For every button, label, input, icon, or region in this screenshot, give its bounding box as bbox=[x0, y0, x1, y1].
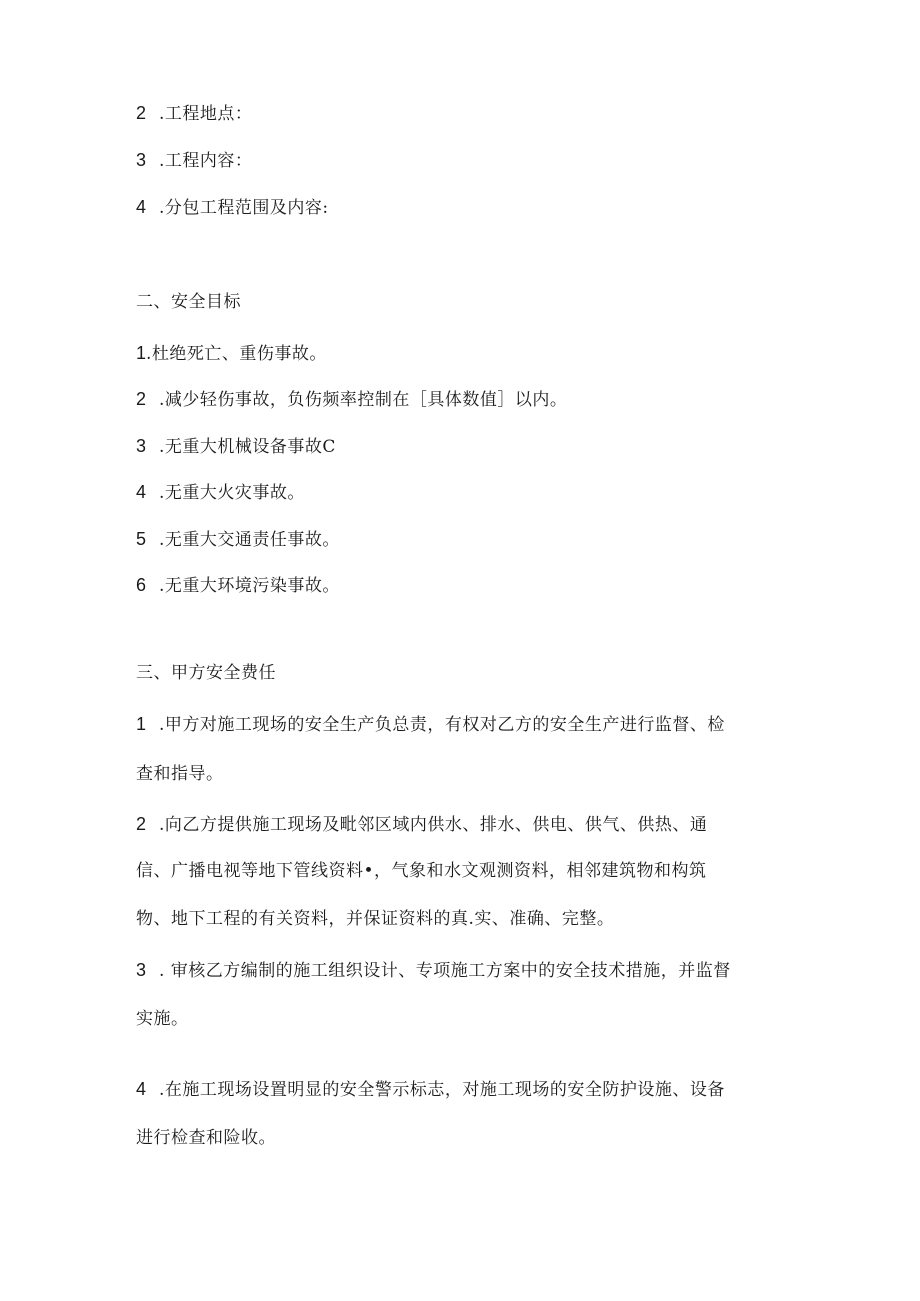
item-number: 4 bbox=[136, 1079, 147, 1099]
item-text: .无重大环境污染事故。 bbox=[159, 576, 340, 596]
item-number: 4 bbox=[136, 197, 147, 217]
item-text: 信、广播电视等地下管线资料•，气象和水文观测资料，相邻建筑物和构筑 bbox=[136, 861, 707, 881]
list-item-continuation bbox=[136, 1007, 189, 1031]
section-heading: 二、安全目标 bbox=[136, 292, 241, 312]
item-text: .工程内容： bbox=[159, 151, 253, 171]
list-item-continuation bbox=[136, 859, 707, 883]
item-text: .无重大火灾事故。 bbox=[159, 483, 305, 503]
item-number: 5 bbox=[136, 529, 147, 549]
item-number: 2 bbox=[136, 389, 147, 409]
list-item bbox=[136, 101, 252, 126]
item-text: .在施工现场设置明显的安全警示标志，对施工现场的安全防护设施、设备 bbox=[159, 1080, 725, 1100]
item-text: 进行检查和险收。 bbox=[136, 1128, 276, 1148]
item-number: 2 bbox=[136, 103, 147, 123]
item-number: 3 bbox=[136, 150, 147, 170]
item-text: .甲方对施工现场的安全生产负总责，有权对乙方的安全生产进行监督、检 bbox=[159, 715, 725, 735]
list-item bbox=[136, 434, 336, 459]
item-text: 物、地下工程的有关资料，并保证资料的真.实、准确、完整。 bbox=[136, 909, 615, 929]
list-item-continuation bbox=[136, 1126, 276, 1150]
item-text: .向乙方提供施工现场及毗邻区域内供水、排水、供电、供气、供热、通 bbox=[159, 815, 708, 835]
list-item-continuation bbox=[136, 907, 614, 931]
item-text: 查和指导。 bbox=[136, 764, 224, 784]
item-text: .分包工程范围及内容: bbox=[159, 198, 329, 218]
item-text: .杜绝死亡、重伤事故。 bbox=[146, 344, 327, 364]
list-item bbox=[136, 1077, 725, 1102]
list-item bbox=[136, 573, 340, 598]
list-item bbox=[136, 812, 707, 837]
list-item-continuation bbox=[136, 762, 224, 786]
list-item bbox=[136, 148, 252, 173]
list-item bbox=[136, 195, 329, 220]
section-heading: 三、甲方安全费任 bbox=[136, 663, 276, 683]
item-text: 实施。 bbox=[136, 1009, 189, 1029]
item-number: 2 bbox=[136, 814, 147, 834]
list-item bbox=[136, 958, 731, 983]
item-number: 1 bbox=[136, 343, 147, 363]
item-number: 6 bbox=[136, 575, 147, 595]
item-text: .工程地点： bbox=[159, 104, 253, 124]
item-text: .无重大机械设备事故C bbox=[159, 437, 336, 457]
item-number: 3 bbox=[136, 960, 147, 980]
item-number: 1 bbox=[136, 714, 147, 734]
list-item bbox=[136, 387, 567, 412]
item-number: 4 bbox=[136, 482, 147, 502]
list-item bbox=[136, 341, 327, 366]
list-item bbox=[136, 527, 340, 552]
item-text: . 审核乙方编制的施工组织设计、专项施工方案中的安全技术措施，并监督 bbox=[159, 961, 731, 981]
list-item bbox=[136, 712, 725, 737]
list-item bbox=[136, 480, 305, 505]
item-text: .无重大交通责任事故。 bbox=[159, 530, 340, 550]
item-text: .减少轻伤事故，负伤频率控制在［具体数值］以内。 bbox=[159, 390, 568, 410]
item-number: 3 bbox=[136, 436, 147, 456]
